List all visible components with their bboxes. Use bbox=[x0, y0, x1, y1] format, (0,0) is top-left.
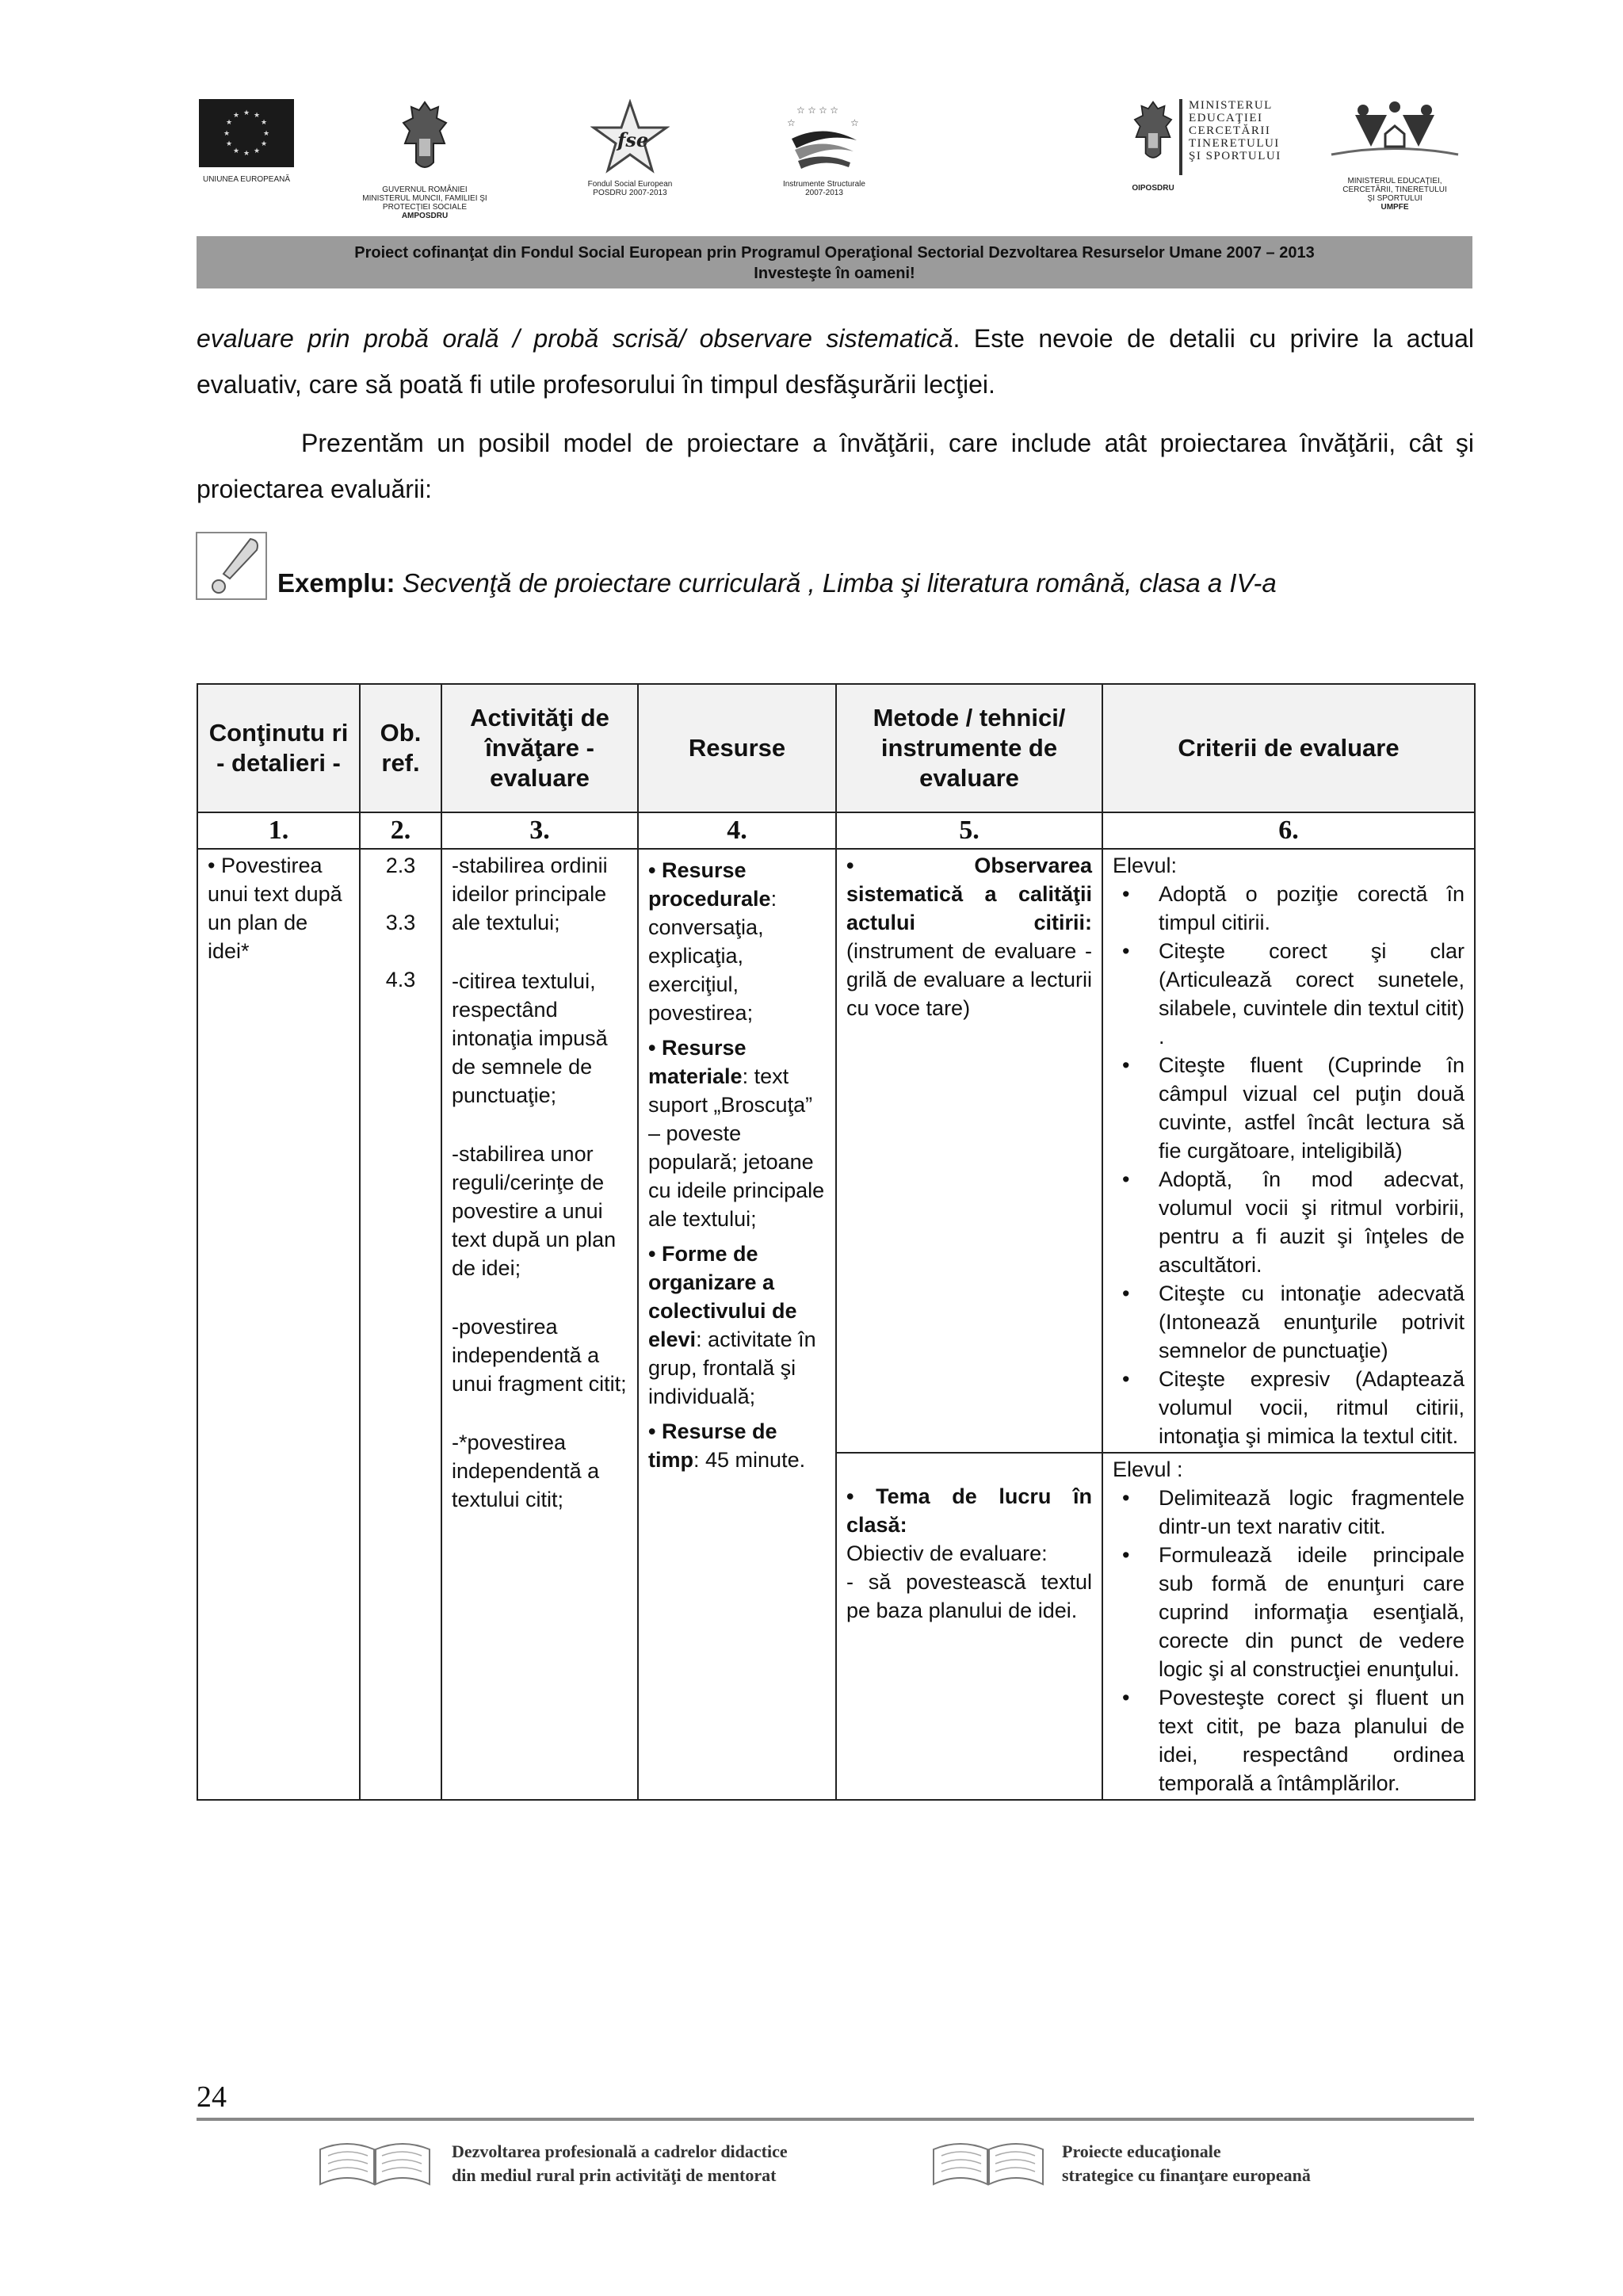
fse-logo bbox=[571, 99, 689, 197]
criteria-item: • Formulează ideile principale sub formă de enunţuri care cuprind informaţia esenţială, corecte din punct de vedere logic şi al construcţiei enunţului. bbox=[1159, 1541, 1465, 1683]
instrumente-structurale-logo bbox=[761, 99, 888, 197]
exclamation-icon bbox=[195, 531, 268, 601]
footer-divider bbox=[197, 2118, 1474, 2121]
svg-text:★: ★ bbox=[254, 147, 261, 155]
criteria-item: • Adoptă, în mod adecvat, volumul vocii şi ritmul vorbirii, pentru a fi auzit şi înţeles de ascultători. bbox=[1159, 1165, 1465, 1279]
column-number: 5. bbox=[836, 812, 1102, 849]
activity-item: -povestirea independentă a unui fragment citit; bbox=[452, 1315, 627, 1396]
header-resources: Resurse bbox=[638, 684, 836, 812]
criteria-item: • Citeşte cu intonaţie adecvată (Intonează enunţurile potrivit semnelor de punctuaţie) bbox=[1159, 1279, 1465, 1365]
umpfe-icon bbox=[1323, 99, 1466, 170]
evaluation-types-italic: evaluare prin probă orală / probă scrisă/ observare sistematică bbox=[197, 324, 953, 353]
activity-item: -stabilirea ordinii ideilor principale ale textului; bbox=[452, 854, 608, 934]
romania-crest-icon bbox=[397, 99, 453, 178]
model-paragraph: Prezentăm un posibil model de proiectare a învăţării, care include atât proiectarea învăţării, cât şi proiectarea evaluării: bbox=[197, 429, 1474, 503]
header-content: Conţinutu ri - detalieri - bbox=[197, 684, 360, 812]
svg-text:★: ★ bbox=[233, 147, 240, 155]
column-number: 1. bbox=[197, 812, 360, 849]
instrumente-structurale-icon bbox=[781, 99, 868, 175]
criteria-item: • Delimitează logic fragmentele dintr-un text narativ citit. bbox=[1159, 1484, 1465, 1541]
svg-text:☆: ☆ bbox=[850, 117, 859, 128]
criteria-item: • Povesteşte corect şi fluent un text citit, pe baza planului de idei, respectând ordinea temporală a întâmplărilor. bbox=[1159, 1683, 1465, 1797]
curriculum-table bbox=[197, 683, 1476, 1801]
svg-text:fse: fse bbox=[617, 128, 649, 151]
resource-material: • Resurse materiale: text suport „Broscuţa” – poveste populară; jetoane cu ideile principale ale textului; bbox=[648, 1036, 825, 1231]
column-number: 3. bbox=[441, 812, 638, 849]
gov-line-3: PROTECŢIEI SOCIALE bbox=[382, 203, 468, 212]
fse-line-1: Fondul Social European bbox=[587, 180, 673, 189]
column-number: 6. bbox=[1102, 812, 1475, 849]
gov-line-2: MINISTERUL MUNCII, FAMILIEI ŞI bbox=[362, 194, 487, 203]
umpfe-logo bbox=[1316, 99, 1474, 212]
method-classwork-cell: • Tema de lucru în clasă: Obiectiv de evaluare: - să povestească textul pe baza planului de idei. bbox=[836, 1453, 1102, 1800]
intro-paragraph bbox=[197, 315, 1474, 407]
svg-text:☆: ☆ bbox=[787, 117, 796, 128]
eu-logo bbox=[195, 99, 298, 184]
method-observation-title: Observarea sistematică a calităţii actului citirii: bbox=[846, 854, 1092, 934]
svg-text:★: ★ bbox=[261, 119, 268, 127]
is-line-1: Instrumente Structurale bbox=[783, 180, 865, 189]
banner-line-1: Proiect cofinanţat din Fondul Social European prin Programul Operaţional Sectorial Dezvoltarea Resurselor Umane 2007 – 2013 bbox=[354, 244, 1315, 262]
example-title: Secvenţă de proiectare curriculară , Limba şi literatura română, clasa a IV-a bbox=[402, 568, 1277, 598]
activity-item: -*povestirea independentă a textului citit; bbox=[452, 1431, 600, 1511]
example-label: Exemplu: bbox=[277, 568, 395, 598]
criteria-reading-list bbox=[1113, 880, 1465, 1450]
activity-item: -citirea textului, respectând intonaţia impusă de semnele de punctuaţie; bbox=[452, 969, 608, 1107]
method-observation-text: (instrument de evaluare - grilă de evaluare a lecturii cu voce tare) bbox=[846, 939, 1092, 1020]
column-number: 2. bbox=[360, 812, 441, 849]
fse-line-2: POSDRU 2007-2013 bbox=[593, 189, 667, 197]
resource-time: • Resurse de timp: 45 minute. bbox=[648, 1419, 806, 1472]
oiposdru-logo bbox=[1125, 99, 1181, 193]
svg-text:★: ★ bbox=[261, 140, 268, 148]
header-objectives: Ob. ref. bbox=[360, 684, 441, 812]
umpfe-line-4: UMPFE bbox=[1381, 203, 1409, 212]
criteria-item: • Adoptă o poziţie corectă în timpul citirii. bbox=[1159, 880, 1465, 937]
header-criteria: Criterii de evaluare bbox=[1102, 684, 1475, 812]
intro-rest: . Este nevoie de detalii cu privire la actual evaluativ, care să poată fi utile profesorului în timpul desfăşurării lecţiei. bbox=[197, 324, 1474, 399]
cofinancing-banner bbox=[197, 236, 1472, 288]
header-activities: Activităţi de învăţare - evaluare bbox=[441, 684, 638, 812]
open-book-icon bbox=[929, 2140, 1048, 2192]
svg-text:★: ★ bbox=[243, 109, 250, 117]
criteria-item: • Citeşte corect şi clar (Articulează corect sunetele, silabele, cuvintele din textul citit) . bbox=[1159, 937, 1465, 1051]
resource-organization: • Forme de organizare a colectivului de elevi: activitate în grup, frontală şi individuală; bbox=[648, 1242, 816, 1408]
eu-logo-label: UNIUNEA EUROPEANĂ bbox=[202, 175, 291, 184]
footer-right-text: Proiecte educaţionale strategice cu finanţare europeană bbox=[1062, 2141, 1311, 2185]
svg-text:★: ★ bbox=[226, 119, 233, 127]
column-number-row bbox=[197, 812, 1475, 849]
example-heading bbox=[277, 568, 1277, 598]
oiposdru-label: OIPOSDRU bbox=[1132, 184, 1174, 193]
footer-left-text: Dezvoltarea profesională a cadrelor didactice din mediul rural prin activităţi de mentorat bbox=[452, 2141, 788, 2185]
criteria-item: • Citeşte fluent (Cuprinde în câmpul vizual cel puţin două cuvinte, astfel încât lectura să fie curgătoare, inteligibilă) bbox=[1159, 1051, 1465, 1165]
ministry-wordmark: MINISTERUL EDUCAŢIEI CERCETĂRII TINERETULUI ŞI SPORTULUI bbox=[1189, 99, 1281, 162]
column-number: 4. bbox=[638, 812, 836, 849]
svg-text:★: ★ bbox=[254, 112, 261, 120]
gov-line-1: GUVERNUL ROMÂNIEI bbox=[382, 185, 468, 194]
page-number: 24 bbox=[197, 2080, 227, 2114]
criteria-item: • Citeşte expresiv (Adaptează volumul vocii, ritmul citirii, intonaţia şi mimica la textul citit. bbox=[1159, 1365, 1465, 1450]
svg-text:★: ★ bbox=[243, 150, 250, 158]
criteria-retelling-list bbox=[1113, 1484, 1465, 1797]
svg-text:★: ★ bbox=[223, 130, 231, 138]
banner-line-2: Investeşte în oameni! bbox=[754, 265, 915, 282]
umpfe-line-2: CERCETĂRII, TINERETULUI bbox=[1342, 185, 1447, 194]
criteria-retelling-cell: Elevul : • Delimitează logic fragmentele dintr-un text narativ citit. • Formulează ideile principale sub formă de enunţuri care cuprind informaţia esenţială, corecte din punct de vedere logic şi al construcţiei enunţului. • Povesteşte corect şi fluent un text citit, pe baza planului de idei, respectând ordinea temporală a întâmplărilor. bbox=[1102, 1453, 1475, 1800]
criteria-reading-cell: Elevul: • Adoptă o poziţie corectă în timpul citirii. • Citeşte corect şi clar (Articulează corect sunetele, silabele, cuvintele din textul citit) . • Citeşte fluent (Cuprinde în câmpul vizual cel puţin două cuvinte, astfel încât lectura să fie curgătoare, inteligibilă) • Adoptă, în mod adecvat, volumul vocii şi ritmul vorbirii, pentru a fi auzit şi înţeles de ascultători. • Citeşte cu intonaţie adecvată (Intonează enunţurile potrivit semnelor de punctuaţie) • Citeşte expresiv (Adaptează volumul vocii, ritmul citirii, intonaţia şi mimica la textul citit. bbox=[1102, 849, 1475, 1453]
content-cell: • Povestirea unui text după un plan de idei* bbox=[197, 849, 360, 1800]
svg-text:★: ★ bbox=[263, 130, 270, 138]
gov-logo bbox=[361, 99, 488, 221]
is-line-2: 2007-2013 bbox=[805, 189, 843, 197]
svg-text:☆ ☆ ☆ ☆: ☆ ☆ ☆ ☆ bbox=[796, 105, 839, 116]
svg-text:★: ★ bbox=[233, 112, 240, 120]
activity-item: -stabilirea unor reguli/cerinţe de povestire a unui text după un plan de idei; bbox=[452, 1142, 617, 1280]
objectives-cell: 2.3 3.3 4.3 bbox=[360, 849, 441, 1800]
fse-star-icon bbox=[590, 99, 670, 175]
gov-line-4: AMPOSDRU bbox=[401, 212, 449, 220]
table-header-row bbox=[197, 684, 1475, 812]
open-book-icon bbox=[315, 2140, 434, 2192]
resources-cell bbox=[638, 849, 836, 1800]
resource-procedural: • Resurse procedurale: conversaţia, explicaţia, exerciţiul, povestirea; bbox=[648, 858, 777, 1025]
method-observation-cell: • Observarea sistematică a calităţii actului citirii: (instrument de evaluare - grilă de evaluare a lecturii cu voce tare) bbox=[836, 849, 1102, 1453]
ministry-divider bbox=[1179, 99, 1182, 175]
activities-cell bbox=[441, 849, 638, 1800]
header-methods: Metode / tehnici/ instrumente de evaluare bbox=[836, 684, 1102, 812]
eu-flag-icon bbox=[199, 99, 294, 167]
table-row bbox=[197, 849, 1475, 1453]
svg-text:★: ★ bbox=[226, 140, 233, 148]
ministry-crest-icon bbox=[1129, 99, 1177, 167]
method-classwork-title: Tema de lucru în clasă: bbox=[846, 1484, 1092, 1537]
umpfe-line-3: ŞI SPORTULUI bbox=[1367, 194, 1423, 203]
umpfe-line-1: MINISTERUL EDUCAŢIEI, bbox=[1347, 177, 1442, 185]
